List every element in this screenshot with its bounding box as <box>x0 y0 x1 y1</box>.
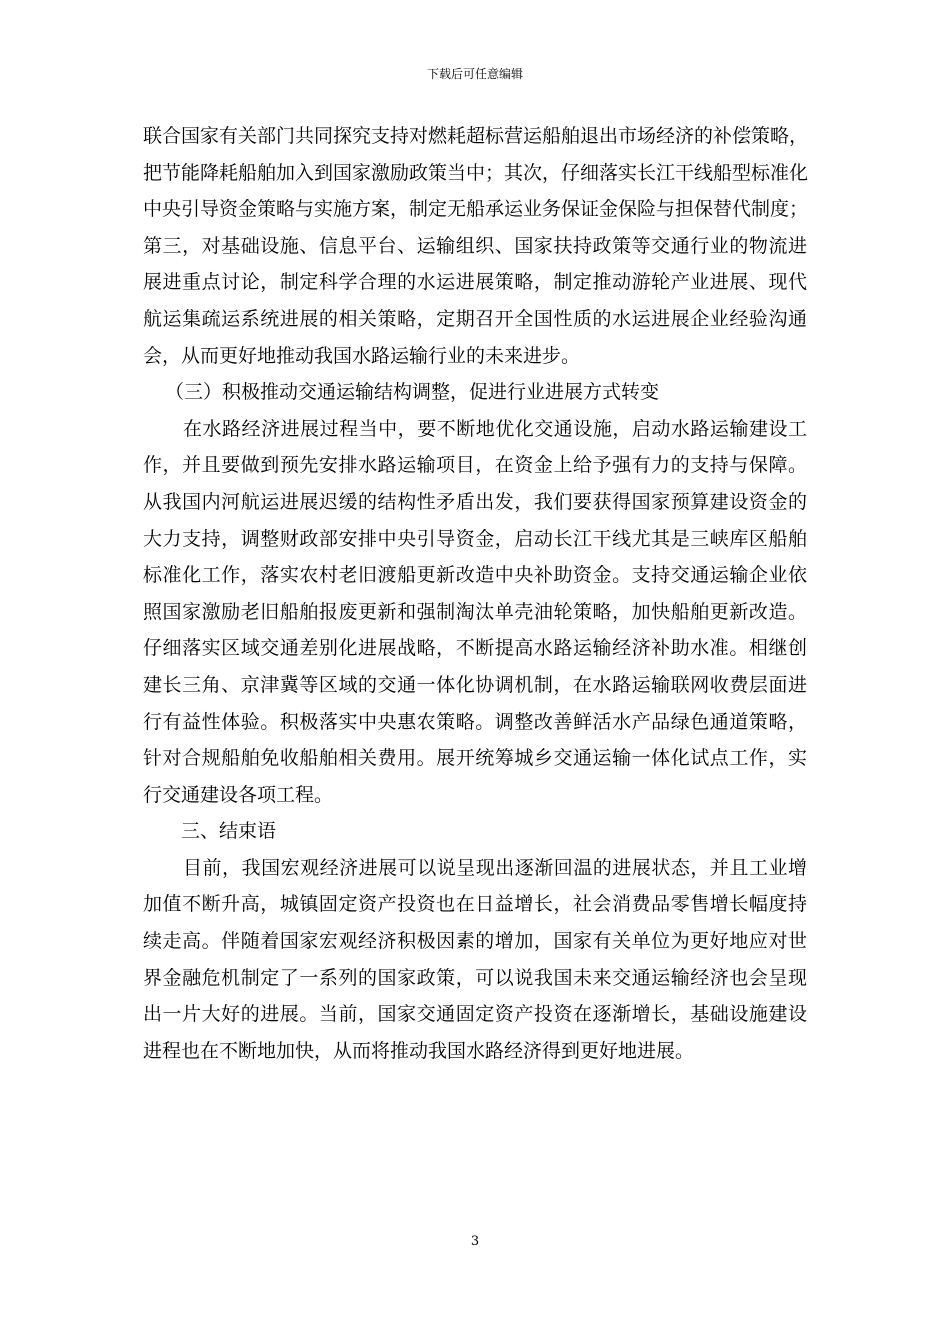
text-line: 第三，对基础设施、信息平台、运输组织、国家扶持政策等交通行业的物流进 <box>143 234 807 257</box>
text-line: 针对合规船舶免收船舶相关费用。展开统筹城乡交通运输一体化试点工作，实 <box>143 747 807 770</box>
subheading-text: （三）积极推动交通运输结构调整，促进行业进展方式转变 <box>165 381 660 404</box>
text-line: 大力支持，调整财政部安排中央引导资金，启动长江干线尤其是三峡库区船舶 <box>143 527 807 550</box>
text-line: 目前，我国宏观经济进展可以说呈现出逐渐回温的进展状态，并且工业增 <box>183 856 807 879</box>
section-subheading <box>143 374 807 411</box>
text-line: 出一片大好的进展。当前，国家交通固定资产投资在逐渐增长，基础设施建设 <box>143 1003 807 1026</box>
text-line: 加值不断升高，城镇固定资产投资也在日益增长，社会消费品零售增长幅度持 <box>143 893 807 916</box>
text-line: 照国家激励老旧船舶报废更新和强制淘汰单壳油轮策略，加快船舶更新改造。 <box>143 600 807 623</box>
page-header-note: 下载后可任意编辑 <box>426 67 523 81</box>
text-line: 会，从而更好地推动我国水路运输行业的未来进步。 <box>143 344 581 367</box>
paragraph-conclusion <box>143 850 807 1070</box>
text-line: 仔细落实区域交通差别化进展战略，不断提高水路运输经济补助水准。相继创 <box>143 637 807 660</box>
text-line: 中央引导资金策略与实施方案，制定无船承运业务保证金保险与担保替代制度； <box>143 198 809 221</box>
text-line: 行有益性体验。积极落实中央惠农策略。调整改善鲜活水产品绿色通道策略， <box>143 710 807 733</box>
text-line: 联合国家有关部门共同探究支持对燃耗超标营运船舶退出市场经济的补偿策略， <box>143 125 809 147</box>
text-line: 建长三角、京津冀等区域的交通一体化协调机制，在水路运输联网收费层面进 <box>143 673 807 696</box>
text-line: 进程也在不断地加快，从而将推动我国水路经济得到更好地进展。 <box>143 1039 695 1062</box>
text-line: 展进重点讨论，制定科学合理的水运进展策略，制定推动游轮产业进展、现代 <box>143 271 807 294</box>
text-line: 把节能降耗船舶加入到国家激励政策当中；其次，仔细落实长江干线船型标准化 <box>143 161 809 184</box>
heading-text: 三、结束语 <box>181 820 277 843</box>
text-line: 界金融危机制定了一系列的国家政策，可以说我国未来交通运输经济也会呈现 <box>143 966 807 989</box>
text-line: 行交通建设各项工程。 <box>143 783 334 806</box>
text-line: 从我国内河航运进展迟缓的结构性矛盾出发，我们要获得国家预算建设资金的 <box>143 490 807 513</box>
document-body <box>143 118 807 1069</box>
paragraph-structure-adjustment <box>143 411 807 814</box>
text-line: 航运集疏运系统进展的相关策略，定期召开全国性质的水运进展企业经验沟通 <box>143 307 807 330</box>
text-line: 标准化工作，落实农村老旧渡船更新改造中央补助资金。支持交通运输企业依 <box>143 564 807 587</box>
text-line: 在水路经济进展过程当中，要不断地优化交通设施，启动水路运输建设工 <box>183 417 807 440</box>
section-heading <box>143 813 807 850</box>
text-line: 作，并且要做到预先安排水路运输项目，在资金上给予强有力的支持与保障。 <box>143 454 807 477</box>
paragraph-policy-continuation <box>143 118 807 374</box>
page-number: 3 <box>470 1234 480 1249</box>
text-line: 续走高。伴随着国家宏观经济积极因素的增加，国家有关单位为更好地应对世 <box>143 930 807 953</box>
